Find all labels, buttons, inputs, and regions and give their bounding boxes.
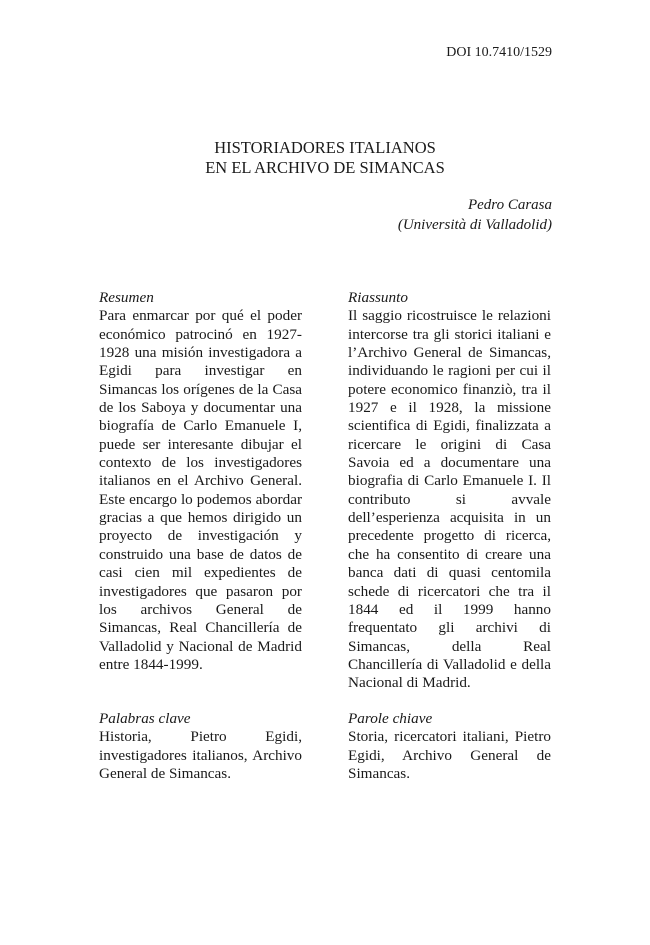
doi-reference: DOI 10.7410/1529 bbox=[446, 45, 552, 60]
abstract-italian-text: Il saggio ricostruisce le relazioni intercorse tra gli storici italiani e l’Archivo General de Simancas, individuando le ragioni per cui il potere economico finanziò, tra il 1927 e il 1928, la missione scientifica di Egidi, finalizzata a ricercare le origini di Casa Savoia ed a documentare una biografia di Carlo Emanuele I. Il contributo si avvale dell’esperienza acquisita in un precedente progetto di ricerca, che ha consentito di creare una banca dati di quasi centomila schede di ricercatori che tra il 1844 ed il 1999 hanno frequentato gli archivi di Simancas, della Real Chancillería di Valladolid e della Nacional di Madrid. bbox=[348, 307, 551, 692]
author-block bbox=[398, 196, 552, 235]
keywords-spanish-text: Historia, Pietro Egidi, investigadores italianos, Archivo General de Simancas. bbox=[99, 728, 302, 783]
title-line-1: HISTORIADORES ITALIANOS bbox=[214, 138, 436, 157]
keywords-italian-text: Storia, ricercatori italiani, Pietro Egidi, Archivo General de Simancas. bbox=[348, 728, 551, 783]
author-affiliation: (Università di Valladolid) bbox=[397, 216, 552, 233]
keywords-italian-heading: Parole chiave bbox=[348, 710, 433, 727]
abstract-spanish-text: Para enmarcar por qué el poder económico patrocinó en 1927-1928 una misión investigadora a Egidi para investigar en Simancas los orígenes de la Casa de los Saboya y documentar una biografía de Carlo Emanuele I, puede ser interesante dibujar el contexto de los investigadores italianos en el Archivo General. Este encargo lo podemos abordar gracias a que hemos dirigido un proyecto de investigación y construido una base de datos de casi cien mil expedientes de investigadores que pasaron por los archivos General de Simancas, Real Chancillería de Valladolid y Nacional de Madrid entre 1844-1999. bbox=[99, 307, 302, 673]
abstract-italian bbox=[348, 289, 551, 693]
abstract-spanish-heading: Resumen bbox=[99, 289, 154, 306]
article-title bbox=[0, 138, 650, 177]
keywords-italian bbox=[348, 710, 551, 783]
author-name: Pedro Carasa bbox=[467, 197, 552, 213]
keywords-spanish-heading: Palabras clave bbox=[99, 710, 191, 727]
keywords-spanish bbox=[99, 710, 302, 783]
abstract-spanish bbox=[99, 289, 302, 674]
abstract-italian-heading: Riassunto bbox=[348, 289, 408, 306]
title-line-2: EN EL ARCHIVO DE SIMANCAS bbox=[205, 157, 445, 177]
